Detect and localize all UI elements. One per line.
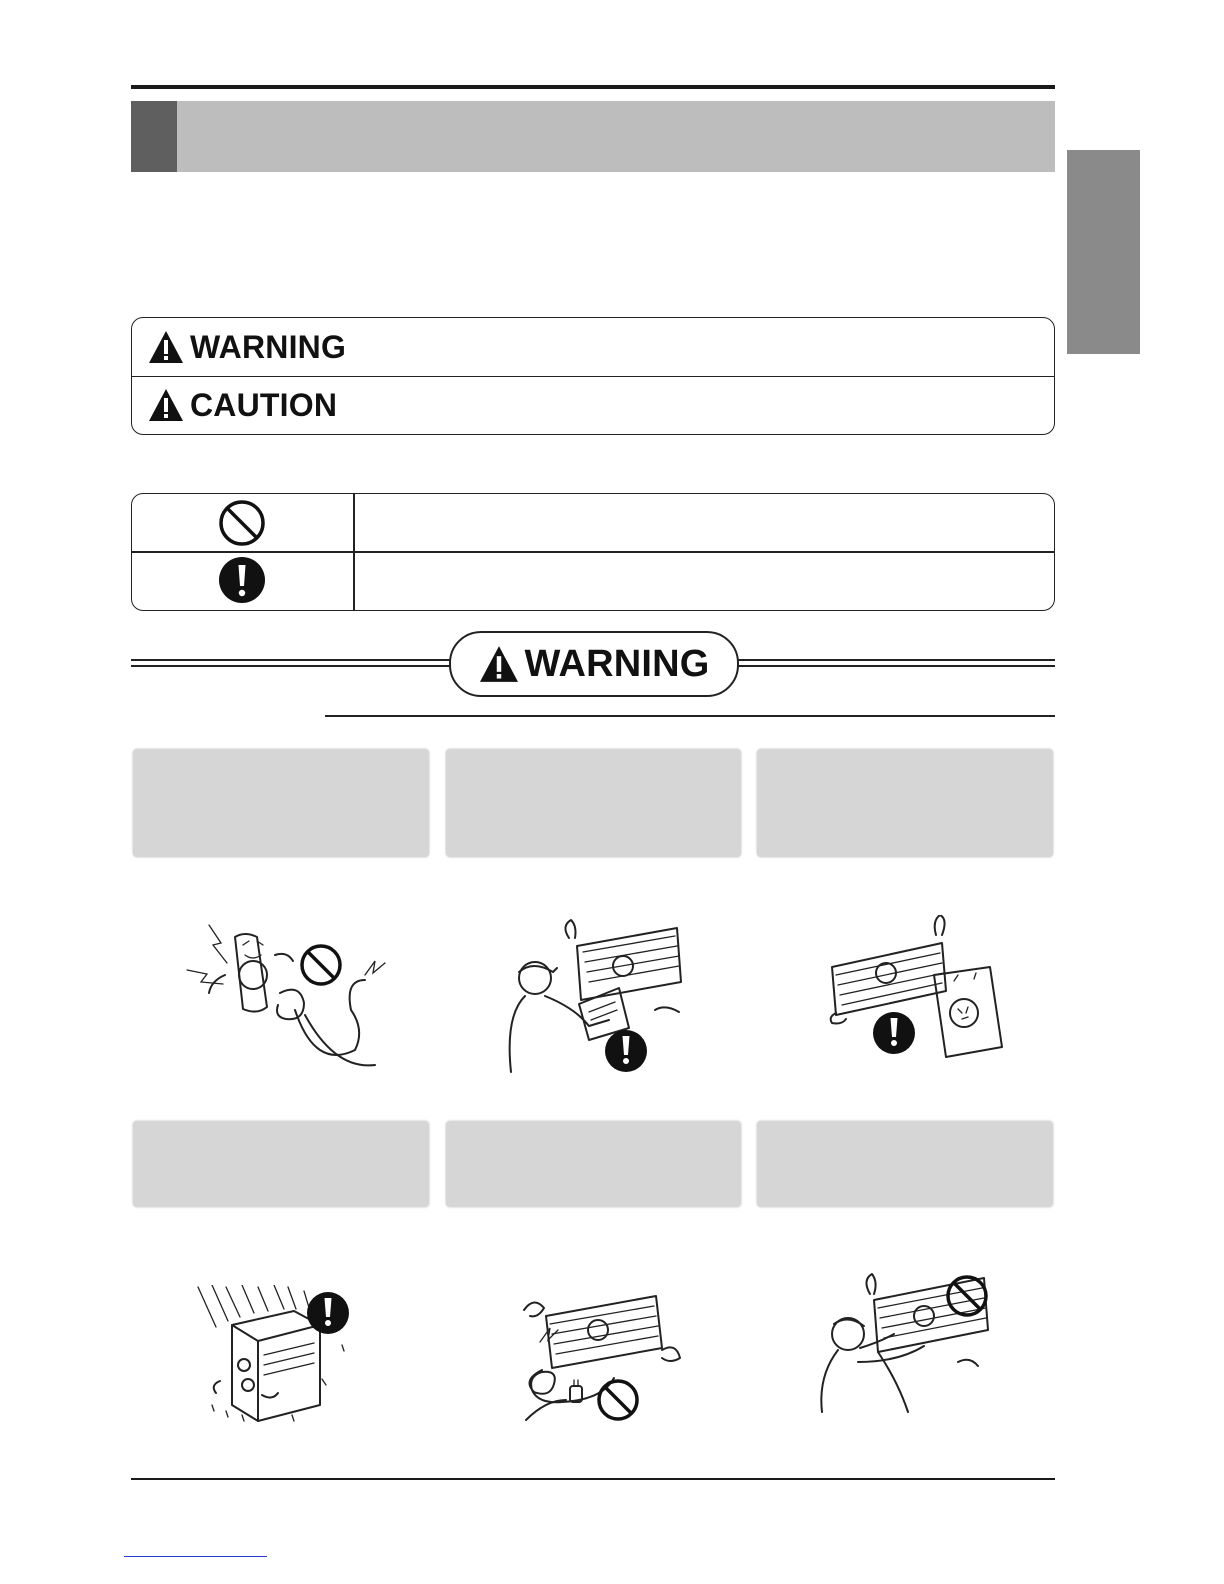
no-cord-damage-illustration xyxy=(512,1290,682,1430)
section-header-marker xyxy=(131,101,177,172)
warning-text-box-6 xyxy=(757,1121,1053,1207)
signal-word-table xyxy=(131,317,1055,435)
warning-text-box-1 xyxy=(133,749,429,857)
warning-triangle-icon xyxy=(478,645,520,683)
caution-row xyxy=(132,376,1054,434)
warning-text-box-5 xyxy=(446,1121,741,1207)
warning-text-box-4 xyxy=(133,1121,429,1207)
outdoor-unit-rain-illustration xyxy=(192,1285,352,1435)
caution-triangle-icon xyxy=(148,388,184,422)
no-damaged-cord-illustration xyxy=(185,915,390,1075)
bottom-rule xyxy=(131,1478,1055,1480)
top-rule xyxy=(131,85,1055,89)
warning-row xyxy=(132,318,1054,377)
warning-label: WARNING xyxy=(190,328,347,365)
warning-text-box-2 xyxy=(446,749,741,857)
mandatory-icon xyxy=(218,556,266,604)
subsection-rule xyxy=(325,715,1055,717)
section-header-bar xyxy=(131,101,1055,172)
installer-reading-manual-illustration xyxy=(505,918,690,1076)
footer-link-underline[interactable] xyxy=(124,1556,267,1557)
warning-triangle-icon xyxy=(148,330,184,364)
language-side-tab xyxy=(1067,150,1140,354)
caution-label: CAUTION xyxy=(190,386,338,423)
symbol-table xyxy=(131,493,1055,611)
warning-section-label: WARNING xyxy=(524,642,710,685)
warning-section-badge xyxy=(449,631,739,697)
warning-text-box-3 xyxy=(757,749,1053,857)
no-lifting-by-panel-illustration xyxy=(818,1272,990,1414)
dedicated-outlet-illustration xyxy=(826,915,1004,1060)
prohibition-icon xyxy=(218,499,266,547)
